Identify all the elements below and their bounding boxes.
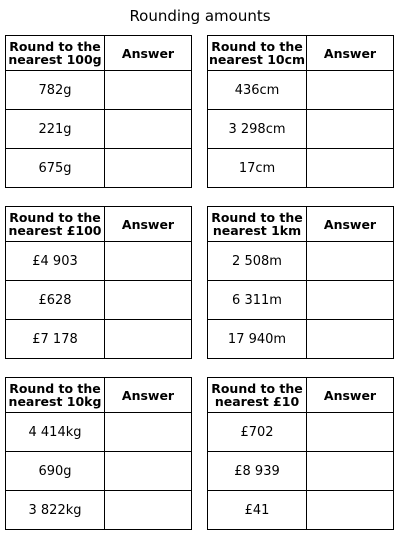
question-cell: £628 [6, 281, 105, 320]
question-header [208, 36, 307, 71]
answer-cell[interactable] [105, 320, 192, 359]
question-cell: £41 [208, 491, 307, 530]
answer-header: Answer [307, 378, 394, 413]
answer-cell[interactable] [307, 71, 394, 110]
header-line-1: Round to the [211, 39, 303, 54]
question-cell: 221g [6, 110, 105, 149]
header-line-1: Round to the [9, 39, 101, 54]
question-header [208, 378, 307, 413]
answer-cell[interactable] [105, 110, 192, 149]
question-cell: £702 [208, 413, 307, 452]
question-cell: £4 903 [6, 242, 105, 281]
question-cell: 3 822kg [6, 491, 105, 530]
rounding-table-nearest-10cm [207, 35, 394, 188]
question-header [6, 36, 105, 71]
answer-cell[interactable] [307, 413, 394, 452]
answer-header: Answer [105, 36, 192, 71]
answer-cell[interactable] [307, 149, 394, 188]
header-line-1: Round to the [211, 381, 303, 396]
answer-cell[interactable] [307, 320, 394, 359]
answer-cell[interactable] [105, 452, 192, 491]
header-line-2: nearest 1km [212, 223, 302, 238]
question-cell: £7 178 [6, 320, 105, 359]
question-cell: 675g [6, 149, 105, 188]
rounding-table-nearest-10-pounds [207, 377, 394, 530]
answer-header: Answer [105, 378, 192, 413]
answer-cell[interactable] [105, 281, 192, 320]
rounding-table-nearest-100g [5, 35, 192, 188]
question-cell: 17 940m [208, 320, 307, 359]
question-header [208, 207, 307, 242]
question-cell: 6 311m [208, 281, 307, 320]
question-cell: 17cm [208, 149, 307, 188]
answer-cell[interactable] [105, 413, 192, 452]
question-header [6, 207, 105, 242]
header-line-2: nearest £10 [214, 394, 300, 409]
answer-cell[interactable] [307, 110, 394, 149]
header-line-1: Round to the [211, 210, 303, 225]
rounding-table-nearest-1km [207, 206, 394, 359]
answer-cell[interactable] [307, 281, 394, 320]
answer-cell[interactable] [105, 149, 192, 188]
question-cell: 3 298cm [208, 110, 307, 149]
header-line-2: nearest £100 [8, 223, 102, 238]
question-cell: 690g [6, 452, 105, 491]
answer-header: Answer [105, 207, 192, 242]
answer-header: Answer [307, 207, 394, 242]
question-cell: 4 414kg [6, 413, 105, 452]
header-line-2: nearest 10cm [208, 52, 306, 67]
answer-cell[interactable] [105, 71, 192, 110]
header-line-1: Round to the [9, 210, 101, 225]
rounding-table-nearest-100-pounds [5, 206, 192, 359]
question-cell: 782g [6, 71, 105, 110]
question-cell: 436cm [208, 71, 307, 110]
header-line-2: nearest 10kg [8, 394, 102, 409]
rounding-table-nearest-10kg [5, 377, 192, 530]
answer-cell[interactable] [307, 491, 394, 530]
answer-cell[interactable] [307, 452, 394, 491]
header-line-2: nearest 100g [8, 52, 102, 67]
header-line-1: Round to the [9, 381, 101, 396]
question-header [6, 378, 105, 413]
answer-header: Answer [307, 36, 394, 71]
answer-cell[interactable] [105, 491, 192, 530]
page-title: Rounding amounts [129, 7, 271, 25]
answer-cell[interactable] [105, 242, 192, 281]
question-cell: 2 508m [208, 242, 307, 281]
answer-cell[interactable] [307, 242, 394, 281]
question-cell: £8 939 [208, 452, 307, 491]
